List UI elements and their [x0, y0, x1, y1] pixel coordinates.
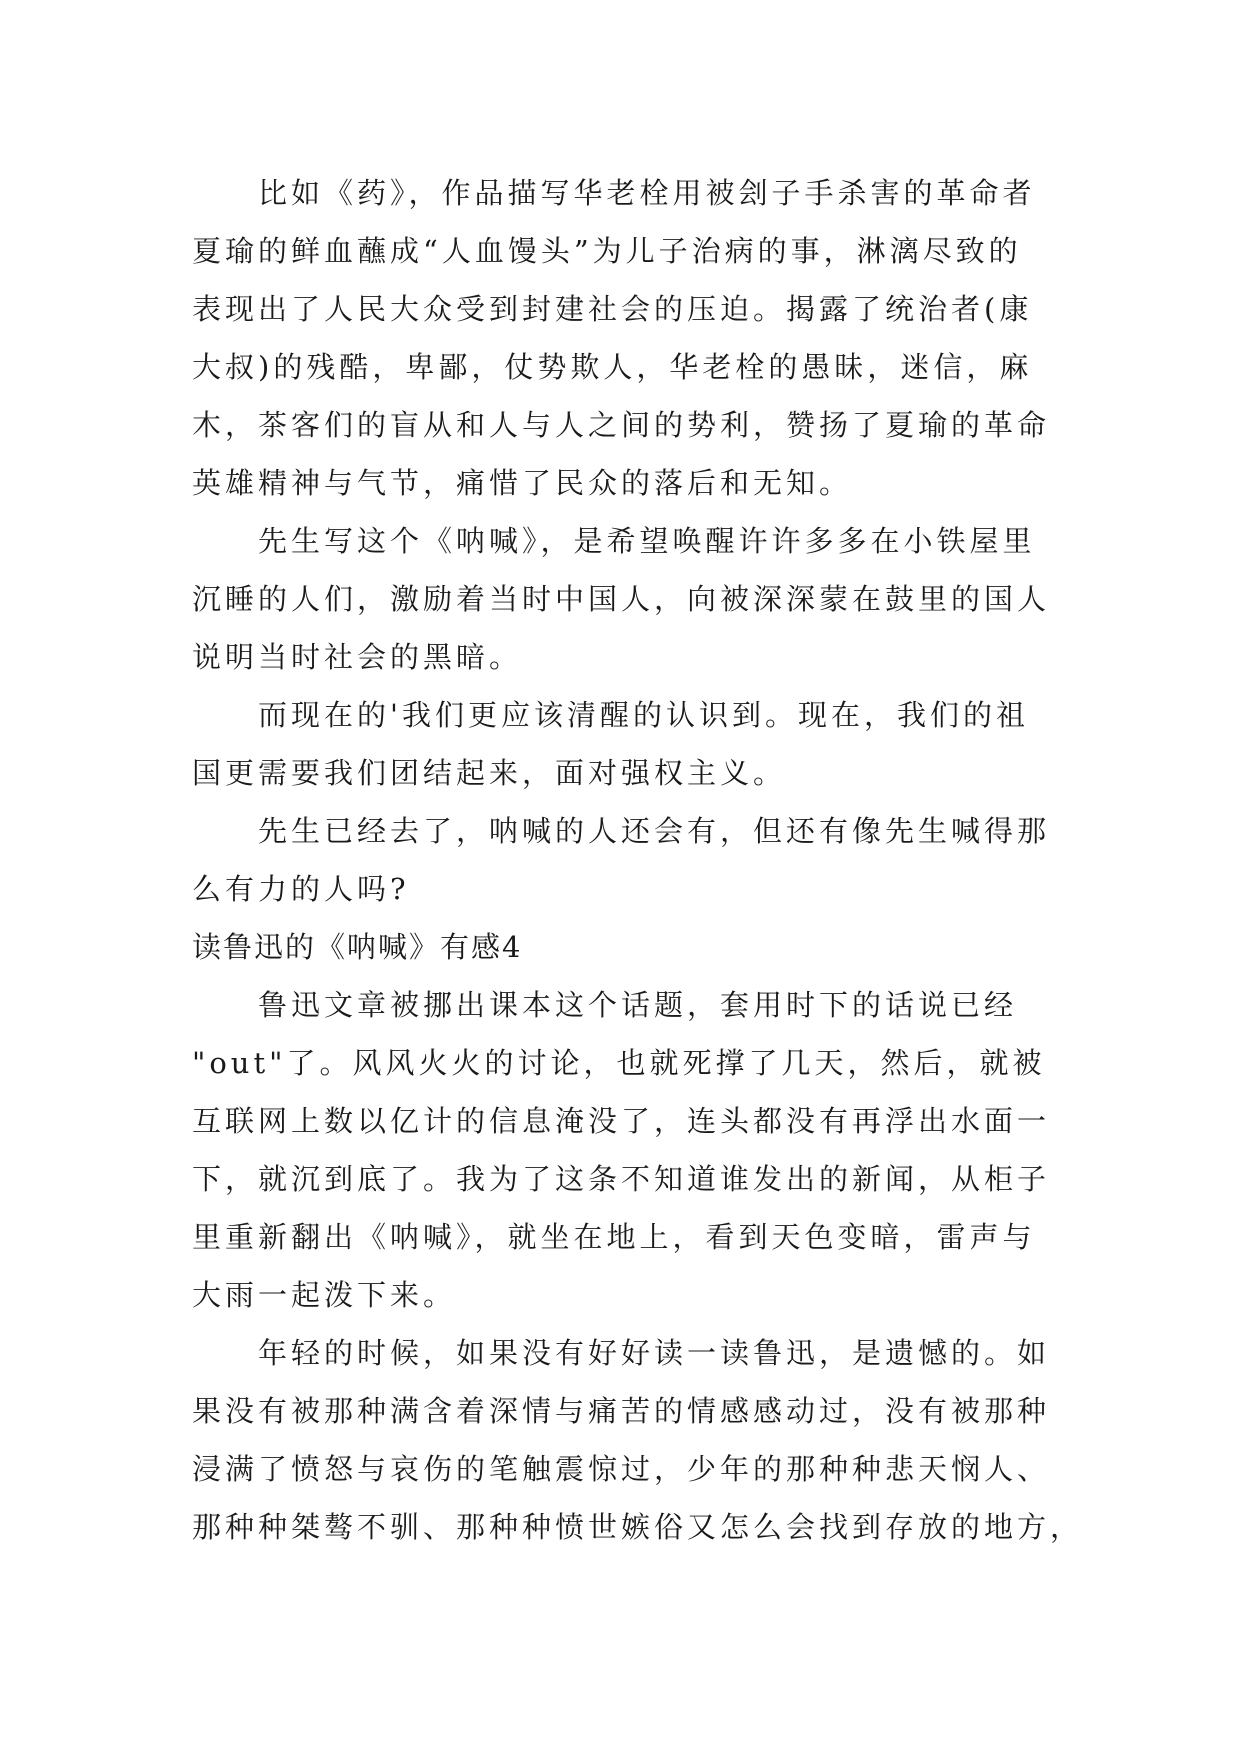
paragraph-awakening — [192, 512, 1054, 686]
text-line: 而现在的'我们更应该清醒的认识到。现在，我们的祖 — [258, 698, 1029, 732]
paragraph-unity — [192, 686, 1054, 802]
text-line: 鲁迅文章被挪出课本这个话题，套用时下的话说已经 — [258, 988, 1018, 1022]
text-line: 木，茶客们的盲从和人与人之间的势利，赞扬了夏瑜的革命 — [192, 408, 1051, 442]
text-line: 说明当时社会的黑暗。 — [192, 640, 523, 674]
paragraph-question — [192, 802, 1054, 918]
text-line: 表现出了人民大众受到封建社会的压迫。揭露了统治者(康 — [192, 292, 1033, 326]
text-line: 夏瑜的鲜血蘸成“人血馒头”为儿子治病的事，淋漓尽致的 — [192, 234, 1022, 268]
text-line: 那种种桀骜不驯、那种种愤世嫉俗又怎么会找到存放的地方， — [192, 1510, 1084, 1544]
text-line: 下，就沉到底了。我为了这条不知道谁发出的新闻，从柜子 — [192, 1162, 1051, 1196]
text-line: "out"了。风风火火的讨论，也就死撑了几天，然后，就被 — [192, 1046, 1046, 1080]
text-line: 年轻的时候，如果没有好好读一读鲁迅，是遗憾的。如 — [258, 1336, 1051, 1370]
paragraph-medicine — [192, 164, 1054, 512]
text-line: 么有力的人吗? — [192, 872, 410, 906]
text-line: 互联网上数以亿计的信息淹没了，连头都没有再浮出水面一 — [192, 1104, 1051, 1138]
text-line: 大叔)的残酷，卑鄙，仗势欺人，华老栓的愚昧，迷信，麻 — [192, 350, 1033, 384]
section-heading — [192, 918, 1054, 976]
text-line: 先生写这个《呐喊》，是希望唤醒许许多多在小铁屋里 — [258, 524, 1036, 558]
paragraph-textbook — [192, 976, 1054, 1324]
text-line: 先生已经去了，呐喊的人还会有，但还有像先生喊得那 — [258, 814, 1051, 848]
text-line: 浸满了愤怒与哀伤的笔触震惊过，少年的那种种悲天悯人、 — [192, 1452, 1051, 1486]
paragraph-youth — [192, 1324, 1084, 1556]
text-line: 果没有被那种满含着深情与痛苦的情感感动过，没有被那种 — [192, 1394, 1051, 1428]
document-body — [192, 164, 1084, 1556]
text-line: 沉睡的人们，激励着当时中国人，向被深深蒙在鼓里的国人 — [192, 582, 1051, 616]
text-line: 比如《药》，作品描写华老栓用被刽子手杀害的革命者 — [258, 176, 1036, 210]
text-line: 英雄精神与气节，痛惜了民众的落后和无知。 — [192, 466, 853, 500]
section-title: 读鲁迅的《呐喊》有感4 — [192, 930, 523, 964]
text-line: 国更需要我们团结起来，面对强权主义。 — [192, 756, 787, 790]
text-line: 大雨一起泼下来。 — [192, 1278, 457, 1312]
text-line: 里重新翻出《呐喊》，就坐在地上，看到天色变暗，雷声与 — [192, 1220, 1036, 1254]
